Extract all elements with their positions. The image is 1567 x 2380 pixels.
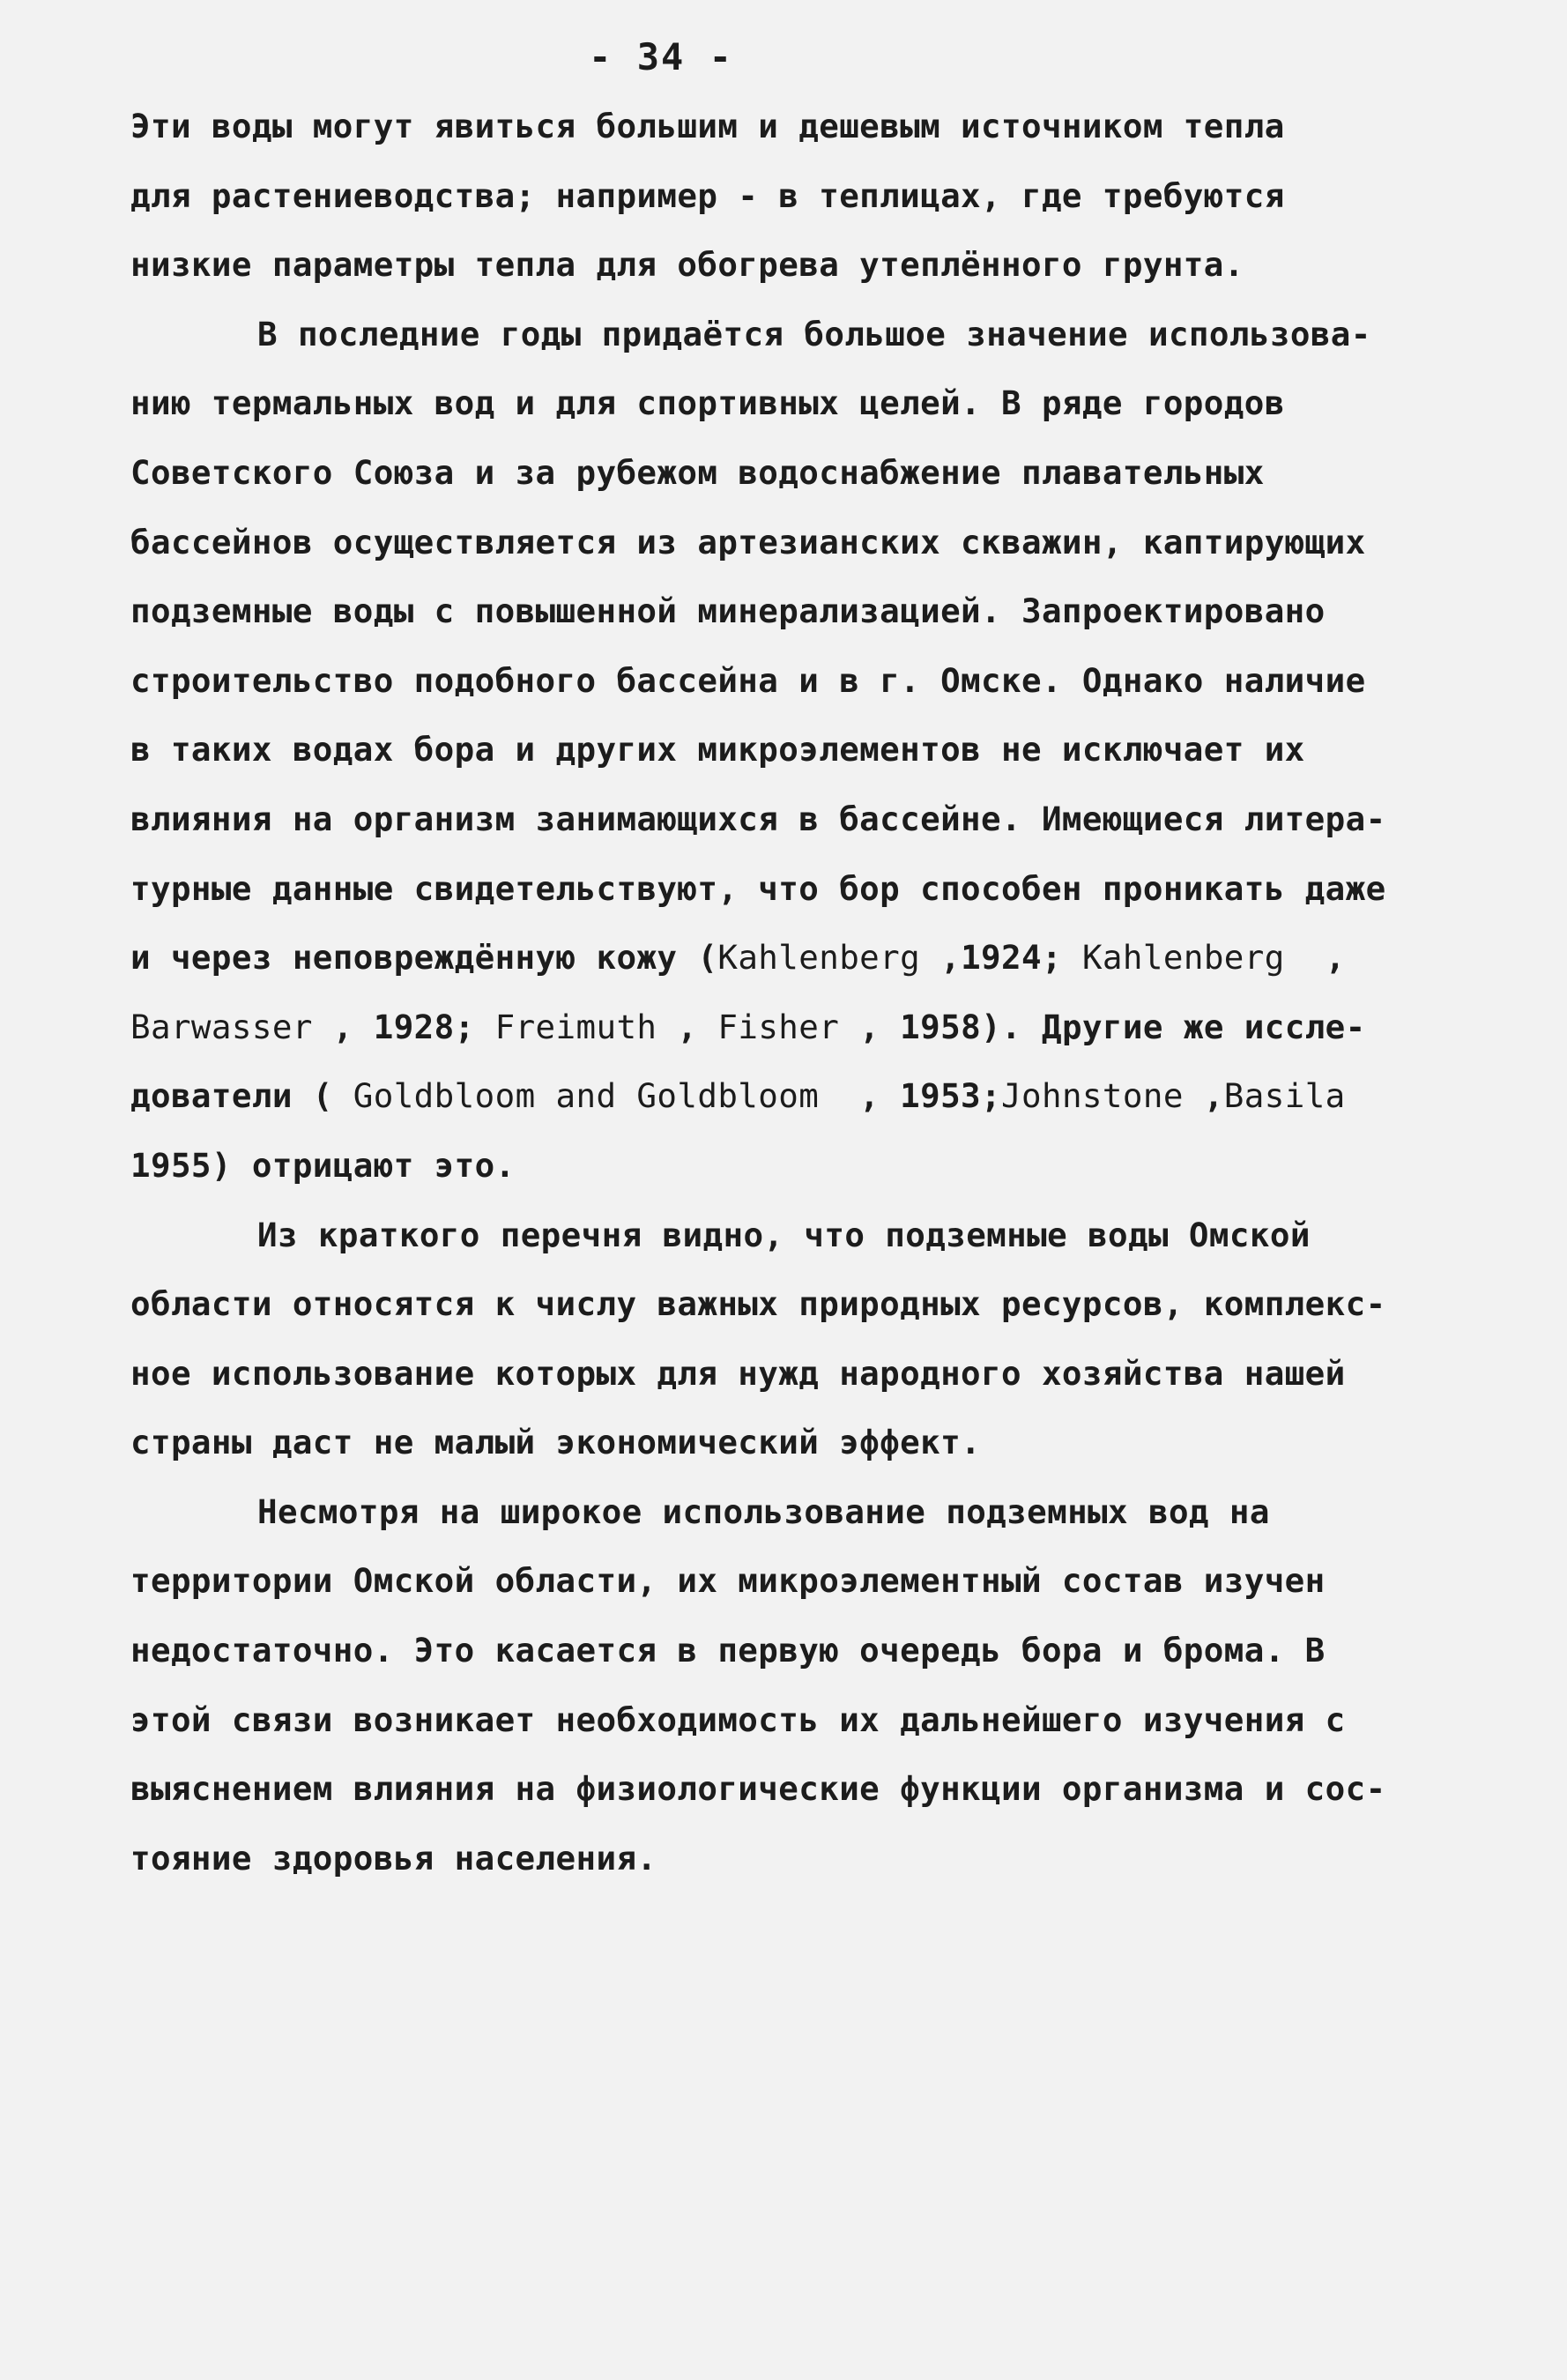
text-line: дователи ( Goldbloom and Goldbloom , 1953;Johnstone ,Basila bbox=[130, 1076, 1346, 1116]
page-number: - 34 - bbox=[589, 35, 733, 78]
text-line: подземные воды с повышенной минерализацией. Запроектировано bbox=[130, 591, 1326, 631]
text-line: недостаточно. Это касается в первую очередь бора и брома. В bbox=[130, 1631, 1326, 1670]
text-line: нию термальных вод и для спортивных целей. В ряде городов bbox=[130, 383, 1285, 423]
text-line: тояние здоровья населения. bbox=[130, 1838, 657, 1878]
text-line: 1955) отрицают это. bbox=[130, 1145, 516, 1185]
text-line: ное использование которых для нужд народного хозяйства нашей bbox=[130, 1353, 1346, 1393]
text-line: области относятся к числу важных природных ресурсов, комплекс- bbox=[130, 1284, 1386, 1324]
text-line: Несмотря на широкое использование подземных вод на bbox=[257, 1491, 1270, 1531]
text-line: и через неповреждённую кожу (Kahlenberg ,1924; Kahlenberg , bbox=[130, 938, 1346, 978]
text-line: строительство подобного бассейна и в г. Омске. Однако наличие bbox=[130, 660, 1366, 700]
text-line: этой связи возникает необходимость их дальнейшего изучения с bbox=[130, 1699, 1346, 1739]
text-line: Советского Союза и за рубежом водоснабжение плавательных bbox=[130, 452, 1265, 492]
text-line: влияния на организм занимающихся в бассейне. Имеющиеся литера- bbox=[130, 799, 1386, 838]
text-line: для растениеводства; например - в теплицах, где требуются bbox=[130, 175, 1285, 215]
text-line: Эти воды могут явиться большим и дешевым источником тепла bbox=[130, 107, 1285, 145]
text-line: турные данные свидетельствуют, что бор способен проникать даже bbox=[130, 868, 1386, 908]
text-line: выяснением влияния на физиологические функции организма и сос- bbox=[130, 1769, 1386, 1809]
text-line: Barwasser , 1928; Freimuth , Fisher , 1958). Другие же иссле- bbox=[130, 1007, 1366, 1046]
text-line: страны даст не малый экономический эффект. bbox=[130, 1423, 982, 1462]
text-line: Из краткого перечня видно, что подземные воды Омской bbox=[257, 1215, 1311, 1254]
text-line: в таких водах бора и других микроэлементов не исключает их bbox=[130, 730, 1305, 770]
text-line: бассейнов осуществляется из артезианских скважин, каптирующих bbox=[130, 522, 1366, 562]
text-body bbox=[130, 92, 1452, 1893]
text-line: территории Омской области, их микроэлементный состав изучен bbox=[130, 1561, 1326, 1601]
text-line: В последние годы придаётся большое значение использова- bbox=[257, 314, 1371, 353]
text-line: низкие параметры тепла для обогрева утеплённого грунта. bbox=[130, 245, 1244, 285]
